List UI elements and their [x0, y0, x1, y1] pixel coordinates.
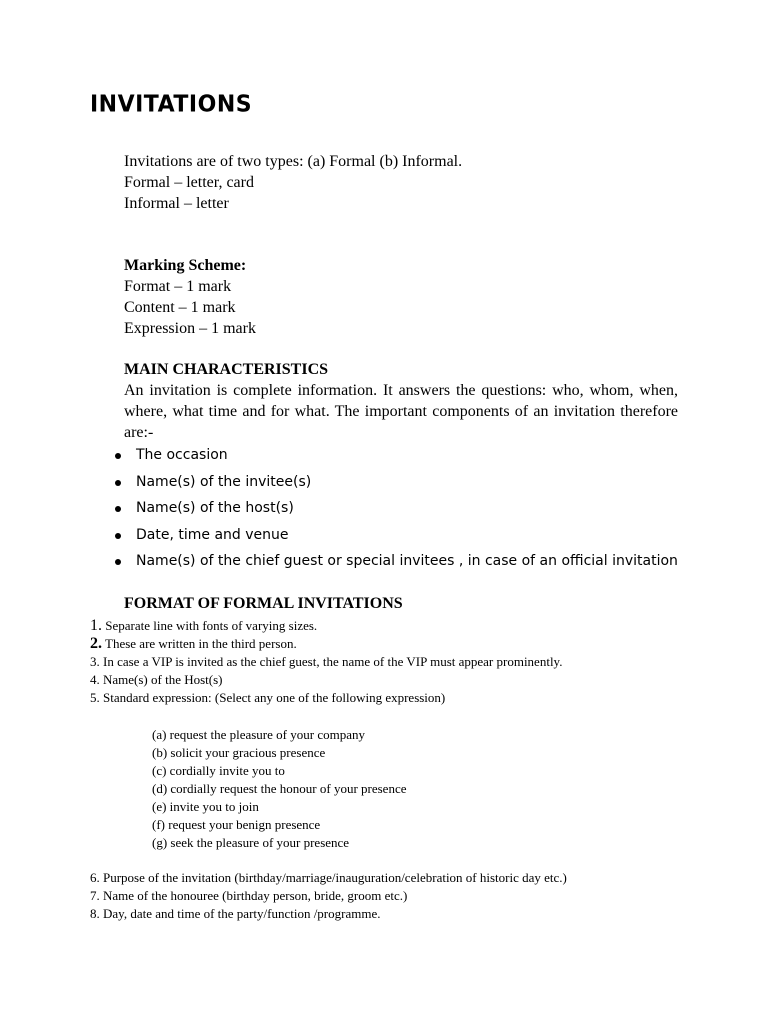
item-number: 4.: [90, 672, 100, 687]
item-number: 5.: [90, 690, 100, 705]
item-number: 2.: [90, 635, 102, 652]
list-item: [90, 671, 562, 689]
item-number: 1.: [90, 617, 102, 634]
list-item: (b) solicit your gracious presence: [152, 745, 326, 760]
main-characteristics-section: [124, 359, 678, 443]
item-text: Standard expression: (Select any one of the following expression): [99, 690, 446, 705]
list-item: (e) invite you to join: [152, 799, 259, 814]
main-characteristics-paragraph: An invitation is complete information. It answers the questions: who, whom, when, where, what time and for what. The important components of an invitation therefore are:-: [124, 382, 678, 441]
item-text: Separate line with fonts of varying sizes.: [102, 618, 318, 633]
list-item: [90, 635, 562, 653]
intro-line: Informal – letter: [124, 195, 229, 212]
list-item: [90, 689, 562, 707]
marking-scheme-item: Content – 1 mark: [124, 299, 236, 316]
item-text: These are written in the third person.: [102, 636, 297, 651]
list-item: 6. Purpose of the invitation (birthday/marriage/inauguration/celebration of historic day etc.): [90, 870, 567, 885]
intro-section: [124, 151, 462, 214]
list-item: (a) request the pleasure of your company: [152, 727, 365, 742]
list-item: [90, 653, 562, 671]
marking-scheme-section: [124, 255, 256, 339]
item-text: In case a VIP is invited as the chief guest, the name of the VIP must appear prominently.: [99, 654, 563, 669]
page-title: INVITATIONS: [90, 91, 253, 118]
list-item: Name(s) of the host(s): [112, 495, 678, 522]
item-number: 3.: [90, 654, 100, 669]
main-characteristics-heading: MAIN CHARACTERISTICS: [124, 361, 329, 378]
intro-line: Formal – letter, card: [124, 174, 254, 191]
list-item: Date, time and venue: [112, 522, 678, 549]
marking-scheme-item: Expression – 1 mark: [124, 320, 256, 337]
item-text: Name(s) of the Host(s): [99, 672, 223, 687]
components-list: [112, 442, 678, 575]
list-item: The occasion: [112, 442, 678, 469]
expression-options-list: [152, 726, 407, 852]
intro-line: Invitations are of two types: (a) Formal (b) Informal.: [124, 153, 463, 170]
marking-scheme-item: Format – 1 mark: [124, 278, 232, 295]
list-item: Name(s) of the chief guest or special invitees , in case of an official invitation: [112, 548, 678, 575]
list-item: (c) cordially invite you to: [152, 763, 285, 778]
format-heading: FORMAT OF FORMAL INVITATIONS: [124, 595, 403, 612]
format-list: [90, 617, 562, 707]
list-item: 7. Name of the honouree (birthday person, bride, groom etc.): [90, 888, 408, 903]
format-list-continued: [90, 869, 567, 923]
list-item: (d) cordially request the honour of your presence: [152, 781, 407, 796]
list-item: 8. Day, date and time of the party/function /programme.: [90, 906, 381, 921]
list-item: (f) request your benign presence: [152, 817, 321, 832]
list-item: (g) seek the pleasure of your presence: [152, 835, 350, 850]
marking-scheme-heading: Marking Scheme:: [124, 257, 247, 274]
list-item: Name(s) of the invitee(s): [112, 469, 678, 496]
list-item: [90, 617, 562, 635]
